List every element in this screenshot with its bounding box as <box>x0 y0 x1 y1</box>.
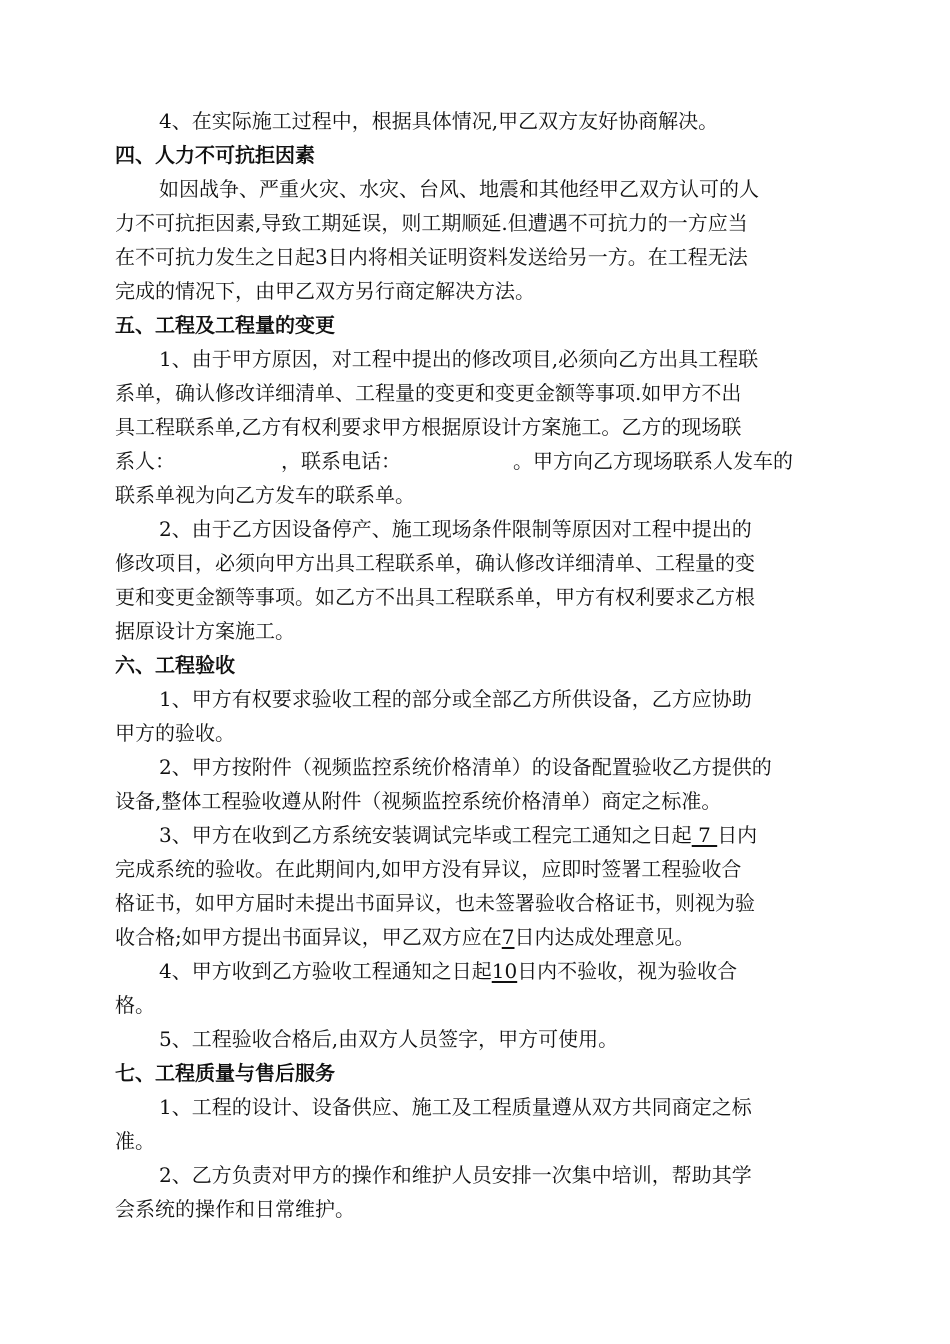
acceptance-item-3-text: 日内达成处理意见。 <box>514 925 695 949</box>
quality-item-2-line: 2、乙方负责对甲方的操作和维护人员安排一次集中培训，帮助其学 <box>159 1163 752 1187</box>
change-item-2-line: 2、由于乙方因设备停产、施工现场条件限制等原因对工程中提出的 <box>159 517 752 541</box>
clause-3-item-4: 4、在实际施工过程中，根据具体情况,甲乙双方友好协商解决。 <box>159 109 719 133</box>
change-item-2-line: 更和变更金额等事项。如乙方不出具工程联系单，甲方有权利要求乙方根 <box>115 585 755 609</box>
acceptance-item-2-line: 2、甲方按附件（视频监控系统价格清单）的设备配置验收乙方提供的 <box>159 755 772 779</box>
acceptance-item-3-text: 3、甲方在收到乙方系统安装调试完毕或工程完工通知之日起 <box>159 823 692 847</box>
acceptance-item-3-text: 日内 <box>717 823 758 847</box>
contact-line-tail: 。甲方向乙方现场联系人发车的 <box>513 449 793 473</box>
change-item-1-line: 系单，确认修改详细清单、工程量的变更和变更金额等事项.如甲方不出 <box>115 381 742 405</box>
force-majeure-line: 力不可抗拒因素,导致工期延误，则工期顺延.但遭遇不可抗力的一方应当 <box>115 211 748 235</box>
acceptance-item-4-text: 日内不验收，视为验收合 <box>517 959 738 983</box>
quality-item-1-line: 1、工程的设计、设备供应、施工及工程质量遵从双方共同商定之标 <box>159 1095 752 1119</box>
force-majeure-line: 在不可抗力发生之日起3日内将相关证明资料发送给另一方。在工程无法 <box>115 245 748 269</box>
section-4-heading: 四、人力不可抗拒因素 <box>115 143 315 167</box>
acceptance-item-5-line: 5、工程验收合格后,由双方人员签字，甲方可使用。 <box>159 1027 619 1051</box>
change-item-2-line: 据原设计方案施工。 <box>115 619 295 643</box>
acceptance-item-3-text: 收合格;如甲方提出书面异议，甲乙双方应在 <box>115 925 502 949</box>
force-majeure-line: 如因战争、严重火灾、水灾、台风、地震和其他经甲乙双方认可的人 <box>159 177 759 201</box>
acceptance-item-3-line <box>115 818 827 852</box>
acceptance-item-2-line: 设备,整体工程验收遵从附件（视频监控系统价格清单）商定之标准。 <box>115 789 722 813</box>
quality-item-2-line: 会系统的操作和日常维护。 <box>115 1197 355 1221</box>
contact-person-label: 系人： <box>115 449 175 473</box>
change-item-2-line: 修改项目，必须向甲方出具工程联系单，确认修改详细清单、工程量的变 <box>115 551 755 575</box>
contact-phone-label: ，联系电话： <box>281 449 401 473</box>
acceptance-days-value: 7 <box>691 823 718 847</box>
acceptance-item-4-text: 4、甲方收到乙方验收工程通知之日起 <box>159 959 492 983</box>
section-7-heading: 七、工程质量与售后服务 <box>115 1061 335 1085</box>
acceptance-item-3-line: 格证书，如甲方届时未提出书面异议，也未签署验收合格证书，则视为验 <box>115 891 755 915</box>
acceptance-item-4-line: 格。 <box>115 993 155 1017</box>
acceptance-item-3-line <box>115 920 827 954</box>
change-item-1-line: 1、由于甲方原因，对工程中提出的修改项目,必须向乙方出具工程联 <box>159 347 759 371</box>
contact-line <box>115 444 827 478</box>
change-item-1-line: 联系单视为向乙方发车的联系单。 <box>115 483 415 507</box>
acceptance-item-3-line: 完成系统的验收。在此期间内,如甲方没有异议，应即时签署工程验收合 <box>115 857 742 881</box>
section-6-heading: 六、工程验收 <box>115 653 235 677</box>
change-item-1-line: 具工程联系单,乙方有权利要求甲方根据原设计方案施工。乙方的现场联 <box>115 415 742 439</box>
acceptance-item-4-line <box>115 954 827 988</box>
acceptance-item-1-line: 甲方的验收。 <box>115 721 235 745</box>
quality-item-1-line: 准。 <box>115 1129 155 1153</box>
section-5-heading: 五、工程及工程量的变更 <box>115 313 335 337</box>
document-body <box>115 104 827 1226</box>
acceptance-item-1-line: 1、甲方有权要求验收工程的部分或全部乙方所供设备，乙方应协助 <box>159 687 752 711</box>
objection-days-value: 7 <box>501 925 515 949</box>
deemed-acceptance-days-value: 10 <box>491 959 518 983</box>
force-majeure-line: 完成的情况下，由甲乙双方另行商定解决方法。 <box>115 279 535 303</box>
